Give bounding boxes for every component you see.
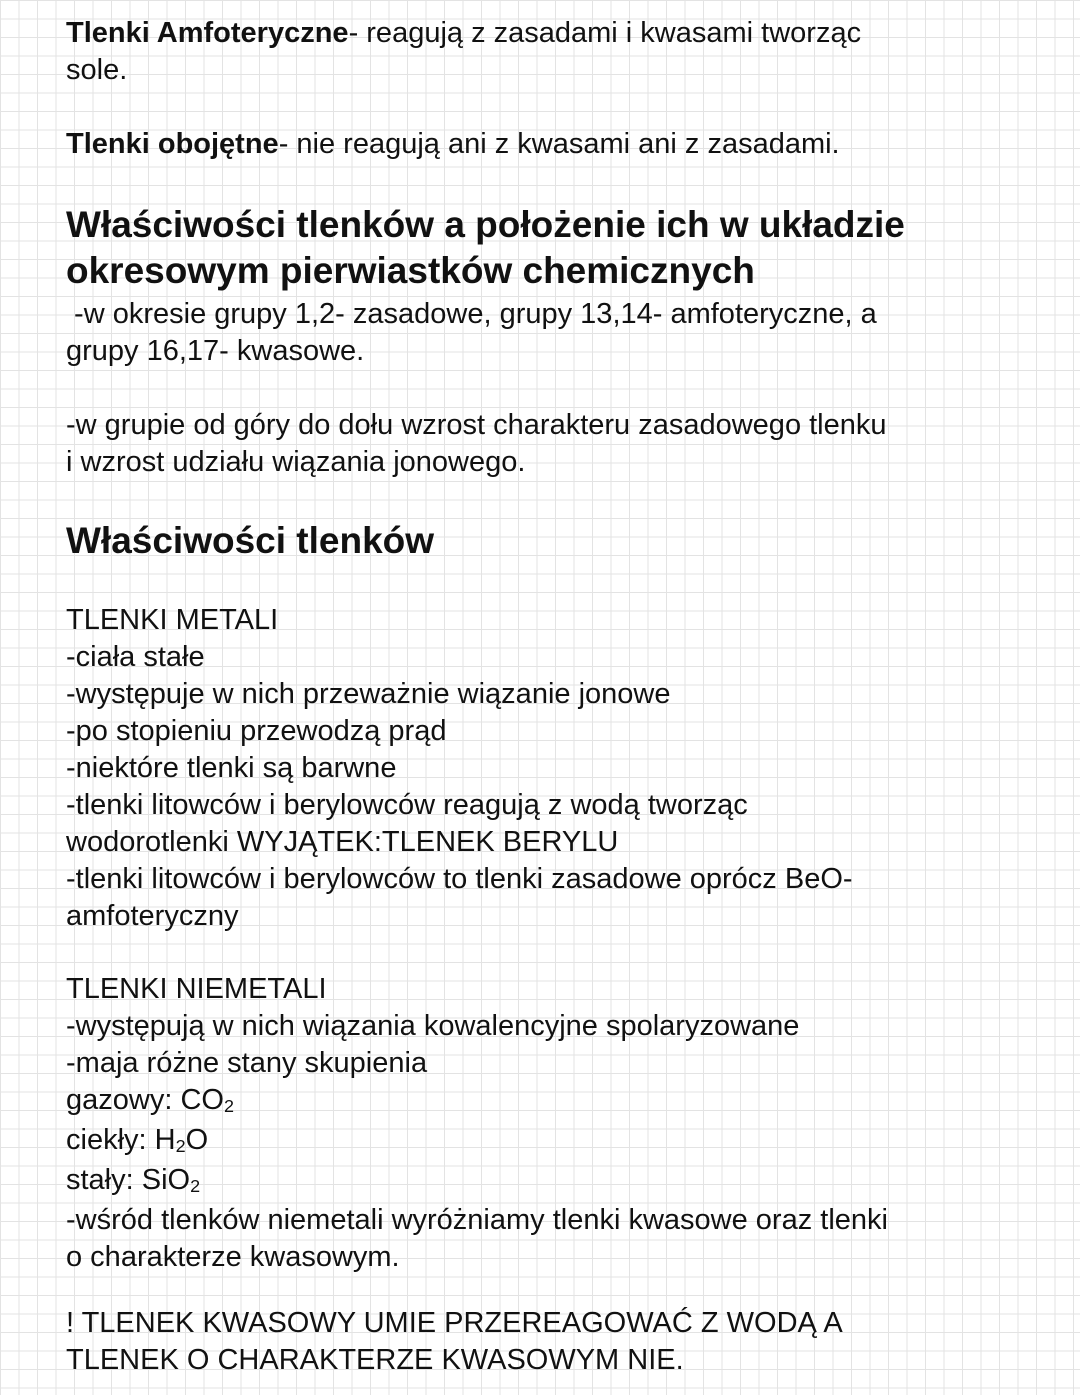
neutral-oxides-definition [66, 126, 1026, 163]
group-trend: -w grupie od góry do dołu wzrost charakteru zasadowego tlenku i wzrost udziału wiązania jonowego. [66, 409, 887, 478]
amphoteric-line-2: sole. [66, 54, 128, 86]
state-gas: gazowy: $CO_2$ [66, 1084, 234, 1117]
amphoteric-line-1 [66, 15, 1026, 52]
nonmetal-oxides-title: TLENKI NIEMETALI [66, 973, 327, 1005]
amphoteric-oxides-definition [66, 15, 1026, 89]
nonmetal-oxides-list [66, 971, 1026, 1276]
periodic-section-heading: Właściwości tlenków a położenie ich w układzie okresowym pierwiastków chemicznych [66, 204, 905, 291]
neutral-description: - nie reagują ani z kwasami ani z zasadami. [278, 128, 840, 160]
list-item: -tlenki litowców i berylowców reagują z wodą tworząc [66, 789, 748, 821]
list-item: amfoteryczny [66, 900, 239, 932]
metal-oxides-list [66, 602, 1026, 935]
list-item: -wśród tlenków niemetali wyróżniamy tlenki kwasowe oraz tlenki [66, 1204, 888, 1236]
list-item: -ciała stałe [66, 641, 205, 673]
list-item: -występują w nich wiązania kowalencyjne spolaryzowane [66, 1010, 800, 1042]
state-liquid: ciekły: $H_2O$ [66, 1124, 209, 1157]
list-item: -tlenki litowców i berylowców to tlenki zasadowe oprócz BeO- [66, 863, 853, 895]
list-item: -niektóre tlenki są barwne [66, 752, 397, 784]
list-item: -po stopieniu przewodzą prąd [66, 715, 447, 747]
list-item: o charakterze kwasowym. [66, 1241, 400, 1273]
state-solid: stały: SiO$_2$ [66, 1164, 201, 1197]
neutral-term: Tlenki obojętne [66, 128, 279, 160]
metal-oxides-title: TLENKI METALI [66, 604, 279, 636]
acidic-oxide-note: ! TLENEK KWASOWY UMIE PRZEREAGOWAĆ Z WODĄ A TLENEK O CHARAKTERZE KWASOWYM NIE. [66, 1307, 843, 1376]
list-item: wodorotlenki WYJĄTEK:TLENEK BERYLU [66, 826, 619, 858]
amphoteric-term: Tlenki Amfoteryczne [66, 17, 349, 49]
period-trend: -w okresie grupy 1,2- zasadowe, grupy 13,14- amfoteryczne, a grupy 16,17- kwasowe. [66, 298, 877, 367]
list-item: -występuje w nich przeważnie wiązanie jonowe [66, 678, 671, 710]
properties-section-heading: Właściwości tlenków [66, 520, 435, 561]
list-item: -maja różne stany skupienia [66, 1047, 428, 1079]
amphoteric-description: - reagują z zasadami i kwasami tworząc [348, 17, 862, 49]
